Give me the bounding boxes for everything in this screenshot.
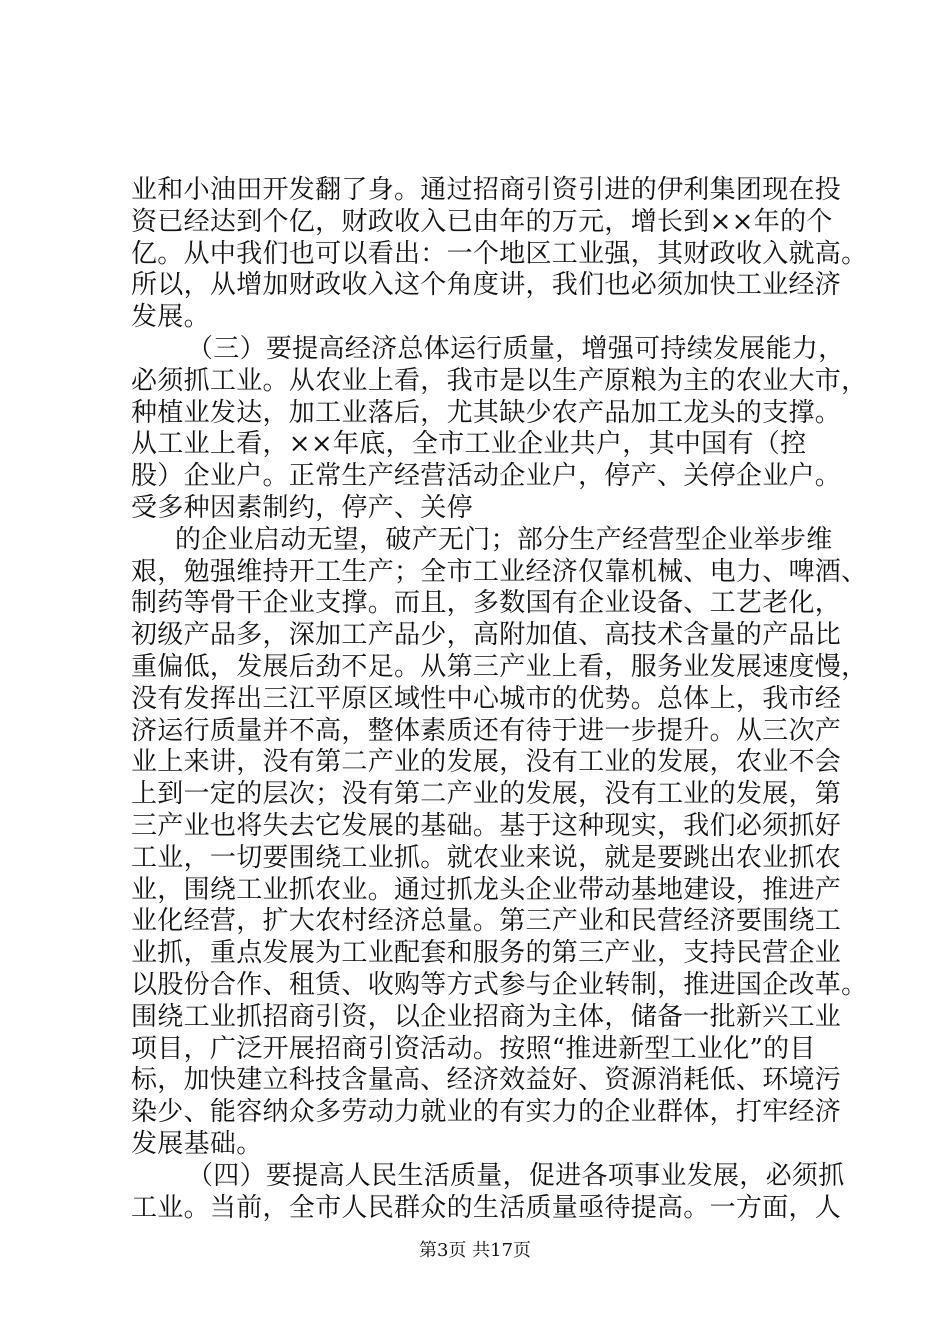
text-line: 济运行质量并不高，整体素质还有待于进一步提升。从三次产 [131,715,842,746]
text-line: 业，围绕工业抓农业。通过抓龙头企业带动基地建设，推进产 [131,874,842,905]
text-line: 种植业发达，加工业落后，尤其缺少农产品加工龙头的支撑。 [131,397,842,428]
text-line: 工业，一切要围绕工业抓。就农业来说，就是要跳出农业抓农 [131,842,842,873]
text-line: 资已经达到个亿，财政收入已由年的万元，增长到××年的个 [131,206,833,237]
text-line: 没有发挥出三江平原区域性中心城市的优势。总体上，我市经 [131,683,842,714]
text-line: 以股份合作、租赁、收购等方式参与企业转制，推进国企改革。 [131,969,868,1000]
text-line: 重偏低，发展后劲不足。从第三产业上看，服务业发展速度慢， [131,651,868,682]
text-line: 业抓，重点发展为工业配套和服务的第三产业，支持民营企业 [131,938,842,969]
text-line: 业化经营，扩大农村经济总量。第三产业和民营经济要围绕工 [131,906,842,937]
text-line: 上到一定的层次；没有第二产业的发展，没有工业的发展，第 [131,779,842,810]
text-line: 三产业也将失去它发展的基础。基于这种现实，我们必须抓好 [131,810,842,841]
text-line: 标，加快建立科技含量高、经济效益好、资源消耗低、环境污 [131,1065,842,1096]
text-line: 工业。当前，全市人民群众的生活质量亟待提高。一方面，人 [131,1192,842,1223]
text-line: 艰，勉强维持开工生产；全市工业经济仅靠机械、电力、啤酒、 [131,556,868,587]
text-line: 业和小油田开发翻了身。通过招商引资引进的伊利集团现在投 [131,175,842,205]
text-line: 业上来讲，没有第二产业的发展，没有工业的发展，农业不会 [131,747,842,778]
text-line: 初级产品多，深加工产品少，高附加值、高技术含量的产品比 [131,620,842,651]
text-line: 从工业上看，××年底，全市工业企业共户，其中国有（控 [131,429,807,460]
text-line: 的企业启动无望，破产无门；部分生产经营型企业举步维 [175,524,833,555]
paragraph-heading-3: （三）要提高经济总体运行质量，增强可持续发展能力， [187,333,845,364]
text-line: 股）企业户。正常生产经营活动企业户，停产、关停企业户。 [131,461,842,492]
text-line: 项目，广泛开展招商引资活动。按照“推进新型工业化”的目 [131,1033,816,1064]
text-line: 发展。 [131,302,210,333]
text-line: 所以，从增加财政收入这个角度讲，我们也必须加快工业经济 [131,270,842,301]
text-line: 必须抓工业。从农业上看，我市是以生产原粮为主的农业大市， [131,365,868,396]
text-line: 染少、能容纳众多劳动力就业的有实力的企业群体，打牢经济 [131,1097,842,1128]
text-line: 发展基础。 [131,1128,263,1159]
text-line: 制药等骨干企业支撑。而且，多数国有企业设备、工艺老化， [131,588,842,619]
text-line: 亿。从中我们也可以看出：一个地区工业强，其财政收入就高。 [131,238,868,269]
page-footer: 第3页 共17页 [418,1240,532,1261]
text-line: 受多种因素制约，停产、关停 [131,492,473,523]
paragraph-heading-4: （四）要提高人民生活质量，促进各项事业发展，必须抓 [187,1160,845,1191]
text-line: 围绕工业抓招商引资，以企业招商为主体，储备一批新兴工业 [131,1001,842,1032]
body-text [131,175,868,1224]
